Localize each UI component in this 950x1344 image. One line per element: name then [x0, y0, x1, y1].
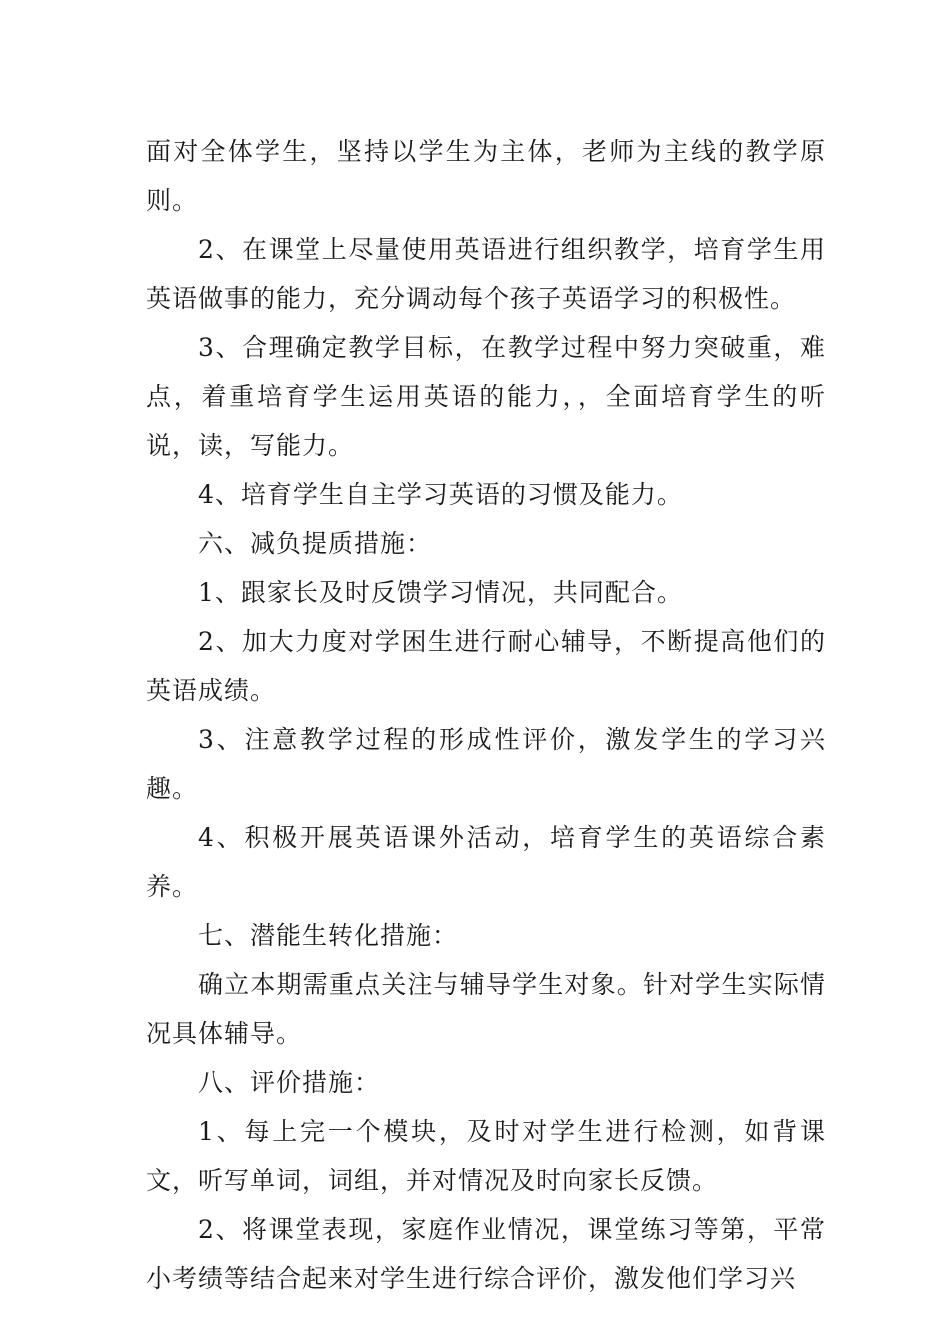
section-heading-8: 八、评价措施： [198, 1068, 381, 1097]
paragraph-0: 面对全体学生，坚持以学生为主体，老师为主线的教学原则。 [146, 137, 826, 215]
document-body [146, 127, 826, 1303]
paragraph-2: 3、合理确定教学目标，在教学过程中努力突破重，难点，着重培育学生运用英语的能力，，全面培育学生的听说，读，写能力。 [146, 333, 826, 460]
paragraph-3: 4、培育学生自主学习英语的习惯及能力。 [198, 480, 683, 509]
paragraph-10: 确立本期需重点关注与辅导学生对象。针对学生实际情况具体辅导。 [146, 970, 826, 1048]
section-heading-6: 六、减负提质措施： [198, 529, 433, 558]
paragraph-13: 2、将课堂表现，家庭作业情况，课堂练习等第，平常小考绩等结合起来对学生进行综合评价，激发他们学习兴 [146, 1215, 826, 1293]
paragraph-6: 2、加大力度对学困生进行耐心辅导，不断提高他们的英语成绩。 [146, 627, 826, 705]
paragraph-7: 3、注意教学过程的形成性评价，激发学生的学习兴趣。 [146, 725, 826, 803]
paragraph-5: 1、跟家长及时反馈学习情况，共同配合。 [198, 578, 683, 607]
paragraph-1: 2、在课堂上尽量使用英语进行组织教学，培育学生用英语做事的能力，充分调动每个孩子英语学习的积极性。 [146, 235, 826, 313]
section-heading-7: 七、潜能生转化措施： [198, 921, 459, 950]
paragraph-8: 4、积极开展英语课外活动，培育学生的英语综合素养。 [146, 823, 826, 901]
paragraph-12: 1、每上完一个模块，及时对学生进行检测，如背课文，听写单词，词组，并对情况及时向家长反馈。 [146, 1117, 826, 1195]
